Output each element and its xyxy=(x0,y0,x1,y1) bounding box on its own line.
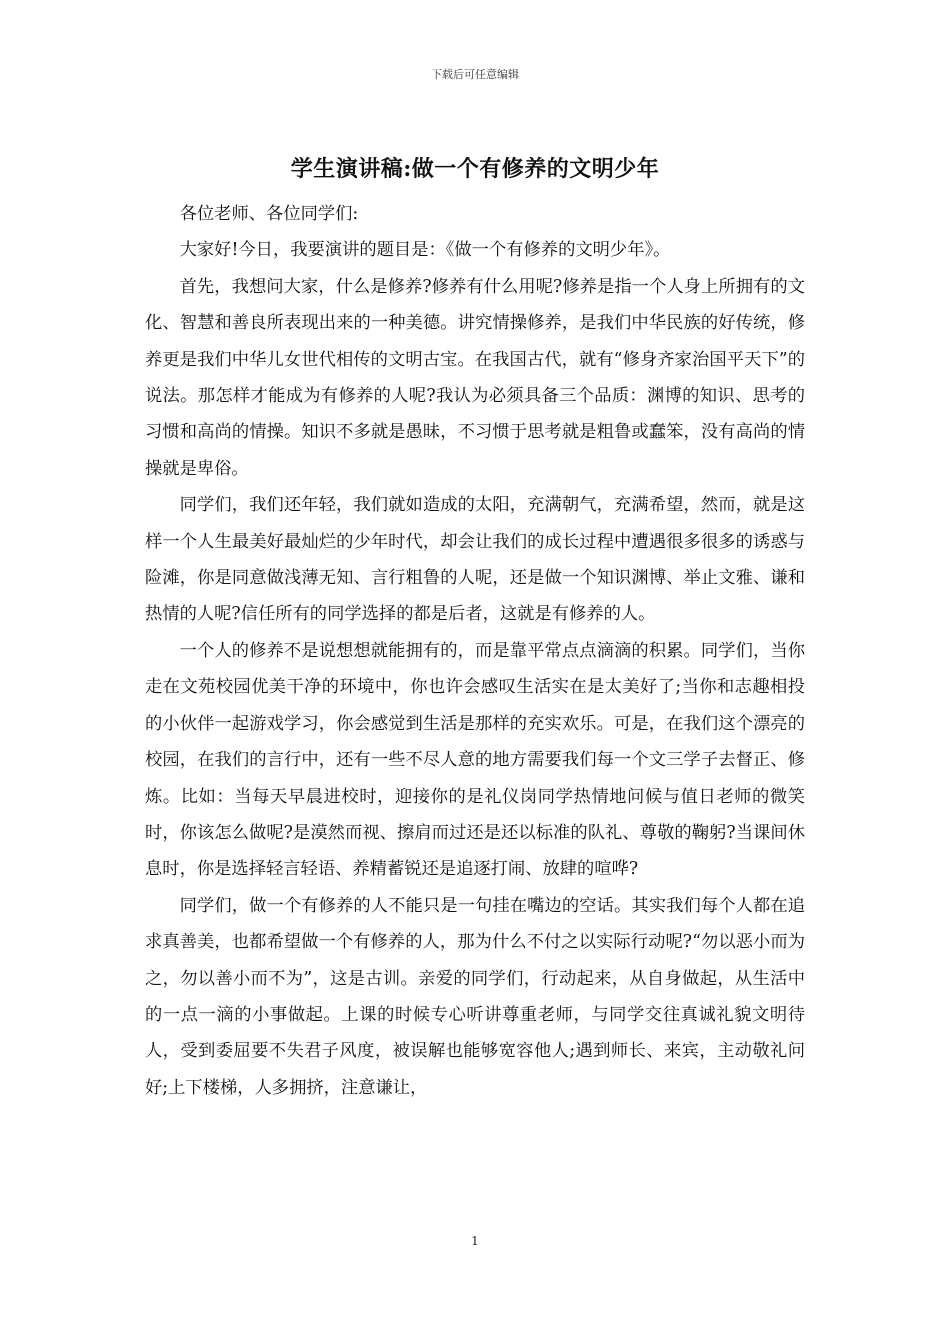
paragraph-4: 同学们，做一个有修养的人不能只是一句挂在嘴边的空话。其实我们每个人都在追求真善美，也都希望做一个有修养的人，那为什么不付之以实际行动呢?“勿以恶小而为之，勿以善小而不为”，这是古训。亲爱的同学们，行动起来，从自身做起，从生活中的一点一滴的小事做起。上课的时候专心听讲尊重老师，与同学交往真诚礼貌文明待人，受到委屈要不失君子风度，被误解也能够宽容他人;遇到师长、来宾，主动敬礼问好;上下楼梯，人多拥挤，注意谦让， xyxy=(145,895,805,1098)
paragraph-greeting: 大家好!今日，我要演讲的题目是：《做一个有修养的文明少年》。 xyxy=(179,240,671,261)
document-body xyxy=(145,196,805,1106)
page-header: 下载后可任意编辑 xyxy=(431,68,519,81)
paragraph-1: 首先，我想问大家，什么是修养?修养有什么用呢?修养是指一个人身上所拥有的文化、智慧和善良所表现出来的一种美德。讲究情操修养，是我们中华民族的好传统，修养更是我们中华儿女世代相传的文明古宝。在我国古代，就有“修身齐家治国平天下”的说法。那怎样才能成为有修养的人呢?我认为必须具备三个品质：渊博的知识、思考的习惯和高尚的情操。知识不多就是愚昧，不习惯于思考就是粗鲁或蠢笨，没有高尚的情操就是卑俗。 xyxy=(145,276,805,479)
paragraph-3: 一个人的修养不是说想想就能拥有的，而是靠平常点点滴滴的积累。同学们，当你走在文苑校园优美干净的环境中，你也许会感叹生活实在是太美好了;当你和志趣相投的小伙伴一起游戏学习，你会感觉到生活是那样的充实欢乐。可是，在我们这个漂亮的校园，在我们的言行中，还有一些不尽人意的地方需要我们每一个文三学子去督正、修炼。比如：当每天早晨进校时，迎接你的是礼仪岗同学热情地问候与值日老师的微笑时，你该怎么做呢?是漠然而视、擦肩而过还是还以标准的队礼、尊敬的鞠躬?当课间休息时，你是选择轻言轻语、养精蓄锐还是追逐打闹、放肆的喧哗? xyxy=(145,640,805,880)
paragraph-2: 同学们，我们还年轻，我们就如造成的太阳，充满朝气，充满希望，然而，就是这样一个人生最美好最灿烂的少年时代，却会让我们的成长过程中遭遇很多很多的诱惑与险滩，你是同意做浅薄无知、言行粗鲁的人呢，还是做一个知识渊博、举止文雅、谦和热情的人呢?信任所有的同学选择的都是后者，这就是有修养的人。 xyxy=(145,495,805,625)
paragraph-salutation: 各位老师、各位同学们: xyxy=(179,204,359,224)
document-title: 学生演讲稿:做一个有修养的文明少年 xyxy=(290,156,660,182)
page-number: 1 xyxy=(471,1234,479,1248)
